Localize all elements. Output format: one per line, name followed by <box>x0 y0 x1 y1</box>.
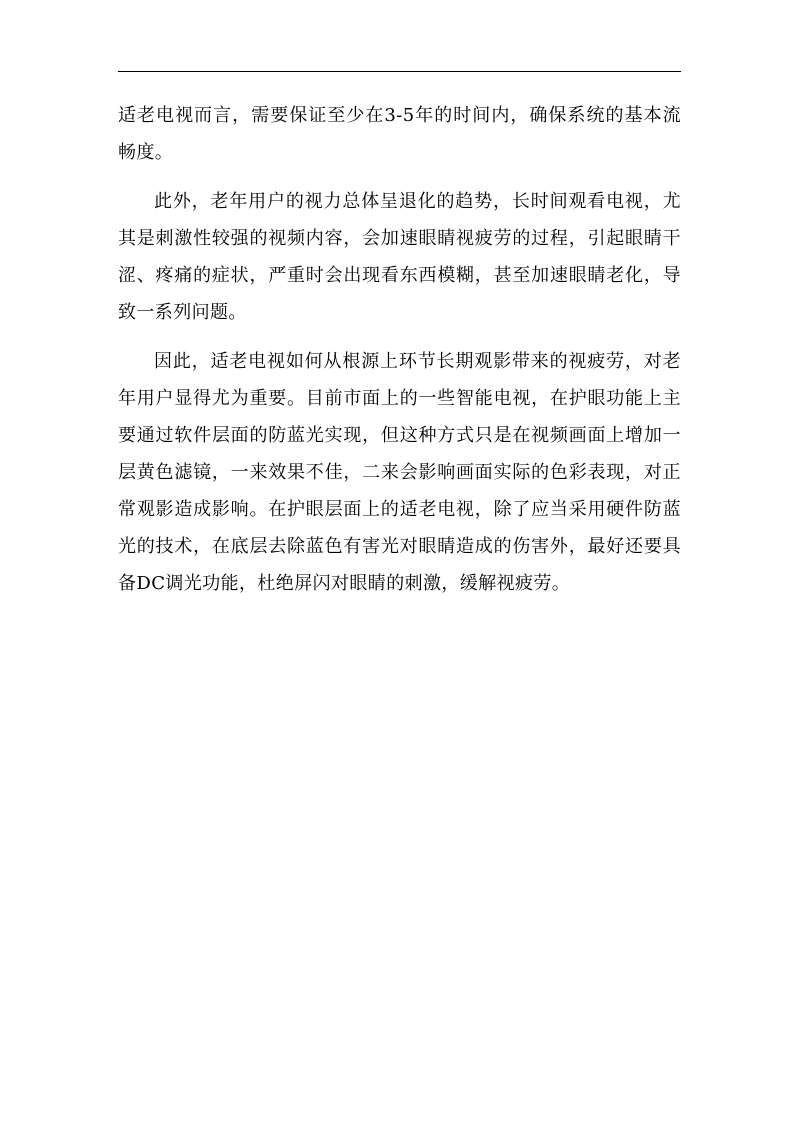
paragraph-eye-protection: 因此，适老电视如何从根源上环节长期观影带来的视疲劳，对老年用户显得尤为重要。目前市面上的一些智能电视，在护眼功能上主要通过软件层面的防蓝光实现，但这种方式只是在视频画面上增加一层黄色滤镜，一来效果不佳，二来会影响画面实际的色彩表现，对正常观影造成影响。在护眼层面上的适老电视，除了应当采用硬件防蓝光的技术，在底层去除蓝色有害光对眼睛造成的伤害外，最好还要具备DC调光功能，杜绝屏闪对眼睛的刺激，缓解视疲劳。 <box>118 351 681 594</box>
header-divider <box>118 71 681 72</box>
paragraph-continuation: 适老电视而言，需要保证至少在3-5年的时间内，确保系统的基本流畅度。 <box>118 105 681 163</box>
document-body <box>118 97 681 602</box>
paragraph-vision: 此外，老年用户的视力总体呈退化的趋势，长时间观看电视，尤其是刺激性较强的视频内容，会加速眼睛视疲劳的过程，引起眼睛干涩、疼痛的症状，严重时会出现看东西模糊，甚至加速眼睛老化，导致一系列问题。 <box>118 191 681 323</box>
